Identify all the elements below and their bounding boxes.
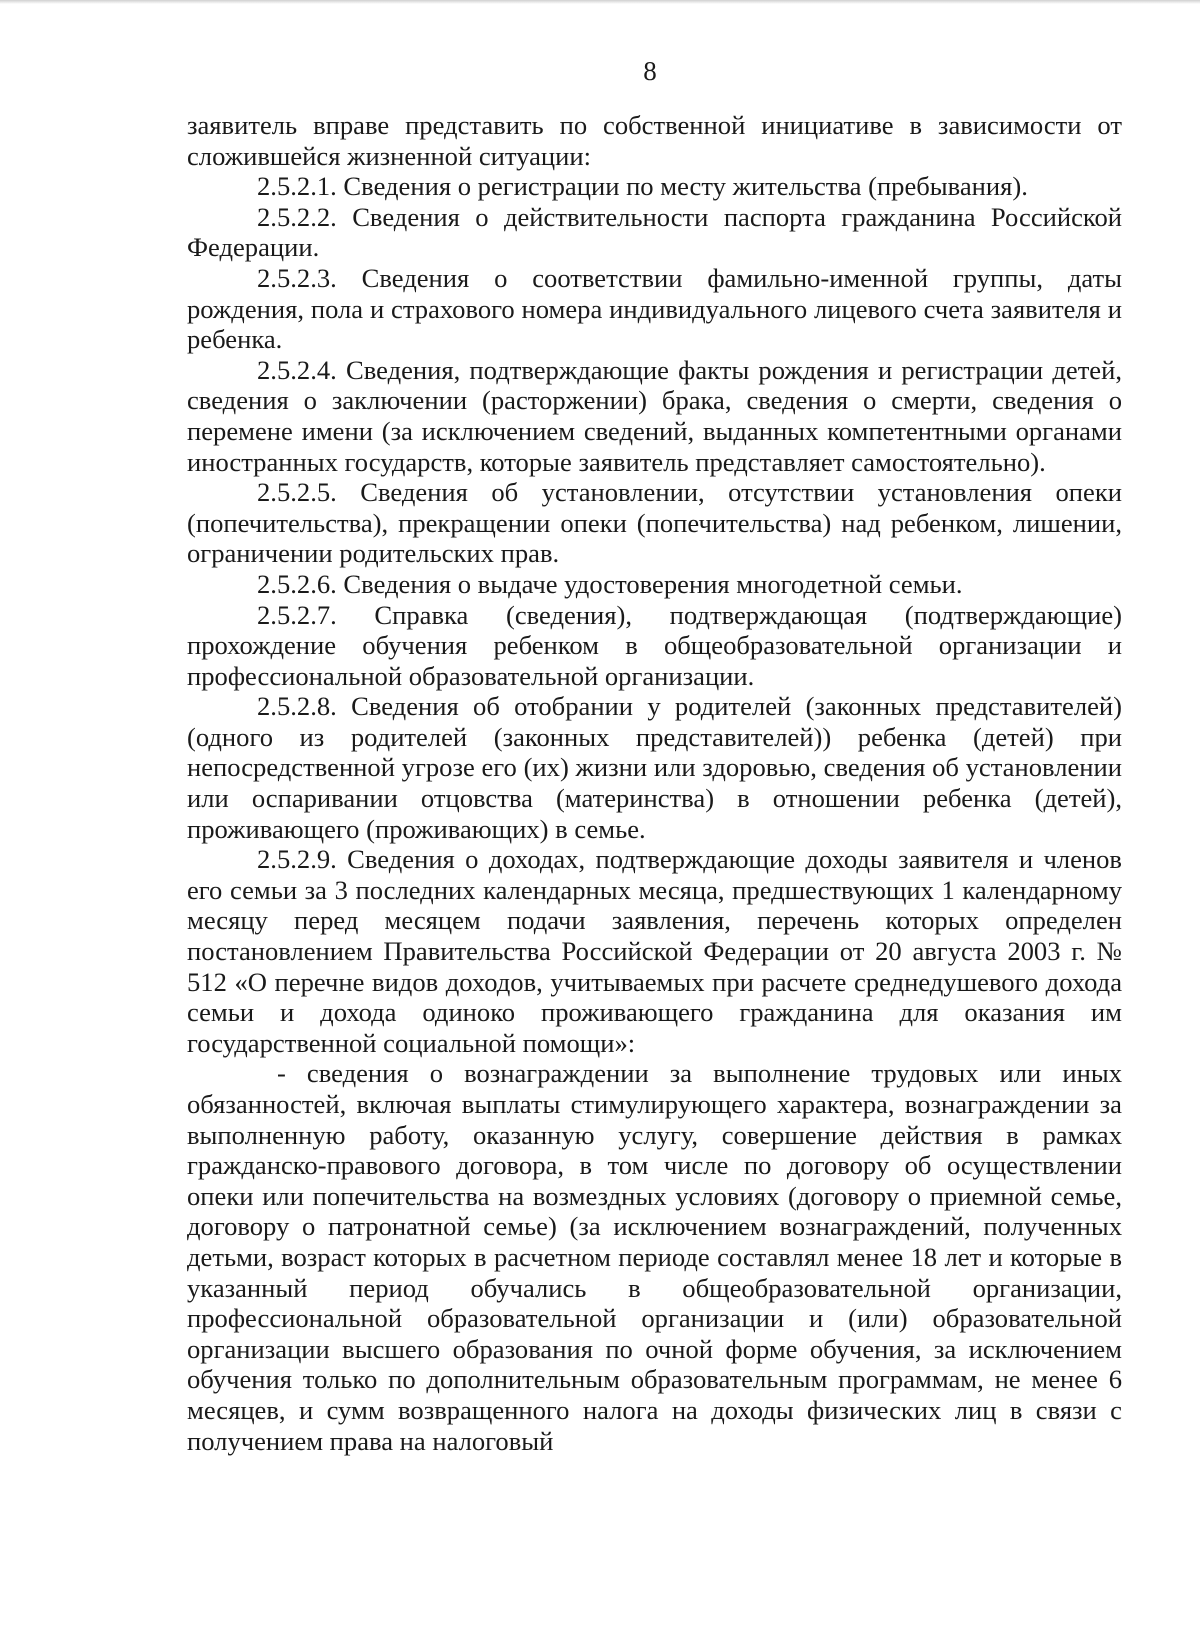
paragraph-2-5-2-8: 2.5.2.8. Сведения об отобрании у родителей (законных представителей) (одного из родителей (законных представителей)) ребенка (детей) при непосредственной угрозе его (их) жизни или здоровью, сведения об установлении или оспаривании отцовства (материнства) в отношении ребенка (детей), проживающего (проживающих) в семье.	[187, 691, 1122, 844]
paragraph-2-5-2-6: 2.5.2.6. Сведения о выдаче удостоверения многодетной семьи.	[257, 568, 963, 599]
paragraph-2-5-2-1: 2.5.2.1. Сведения о регистрации по месту жительства (пребывания).	[257, 171, 1028, 202]
paragraph-2-5-2-9: 2.5.2.9. Сведения о доходах, подтверждающие доходы заявителя и членов его семьи за 3 последних календарных месяца, предшествующих 1 календарному месяцу перед месяцем подачи заявления, перечень которых определен постановлением Правительства Российской Федерации от 20 августа 2003 г. № 512 «О перечне видов доходов, учитываемых при расчете среднедушевого дохода семьи и дохода одиноко проживающего гражданина для оказания им государственной социальной помощи»:	[187, 844, 1122, 1058]
page-top-edge	[0, 0, 1200, 4]
document-body	[187, 110, 1122, 1456]
paragraph-2-5-2-3: 2.5.2.3. Сведения о соответствии фамильно-именной группы, даты рождения, пола и страхового номера индивидуального лицевого счета заявителя и ребенка.	[187, 262, 1122, 355]
paragraph-2-5-2-4: 2.5.2.4. Сведения, подтверждающие факты рождения и регистрации детей, сведения о заключении (расторжении) брака, сведения о смерти, сведения о перемене имени (за исключением сведений, выданных компетентными органами иностранных государств, которые заявитель представляет самостоятельно).	[187, 354, 1122, 477]
paragraph-2-5-2-7: 2.5.2.7. Справка (сведения), подтверждающая (подтверждающие) прохождение обучения ребенком в общеобразовательной организации и профессиональной образовательной организации.	[187, 599, 1122, 691]
paragraph-income-list-item: - сведения о вознаграждении за выполнение трудовых или иных обязанностей, включая выплаты стимулирующего характера, вознаграждении за выполненную работу, оказанную услугу, совершение действия в рамках гражданско-правового договора, в том числе по договору об осуществлении опеки или попечительства на возмездных условиях (договору о приемной семье, договору о патронатной семье) (за исключением вознаграждений, полученных детьми, возраст которых в расчетном периоде составлял менее 18 лет и которые в указанный период обучались в общеобразовательной организации, профессиональной образовательной организации и (или) образовательной организации высшего образования по очной форме обучения, за исключением обучения только по дополнительным образовательным программам, не менее 6 месяцев, и сумм возвращенного налога на доходы физических лиц в связи с получением права на налоговый	[187, 1058, 1122, 1456]
paragraph-2-5-2-5: 2.5.2.5. Сведения об установлении, отсутствии установления опеки (попечительства), прекращении опеки (попечительства) над ребенком, лишении, ограничении родительских прав.	[187, 477, 1122, 569]
paragraph-continuation: заявитель вправе представить по собственной инициативе в зависимости от сложившейся жизненной ситуации:	[187, 110, 1122, 171]
page-number: 8	[643, 56, 657, 86]
paragraph-2-5-2-2: 2.5.2.2. Сведения о действительности паспорта гражданина Российской Федерации.	[187, 201, 1122, 263]
